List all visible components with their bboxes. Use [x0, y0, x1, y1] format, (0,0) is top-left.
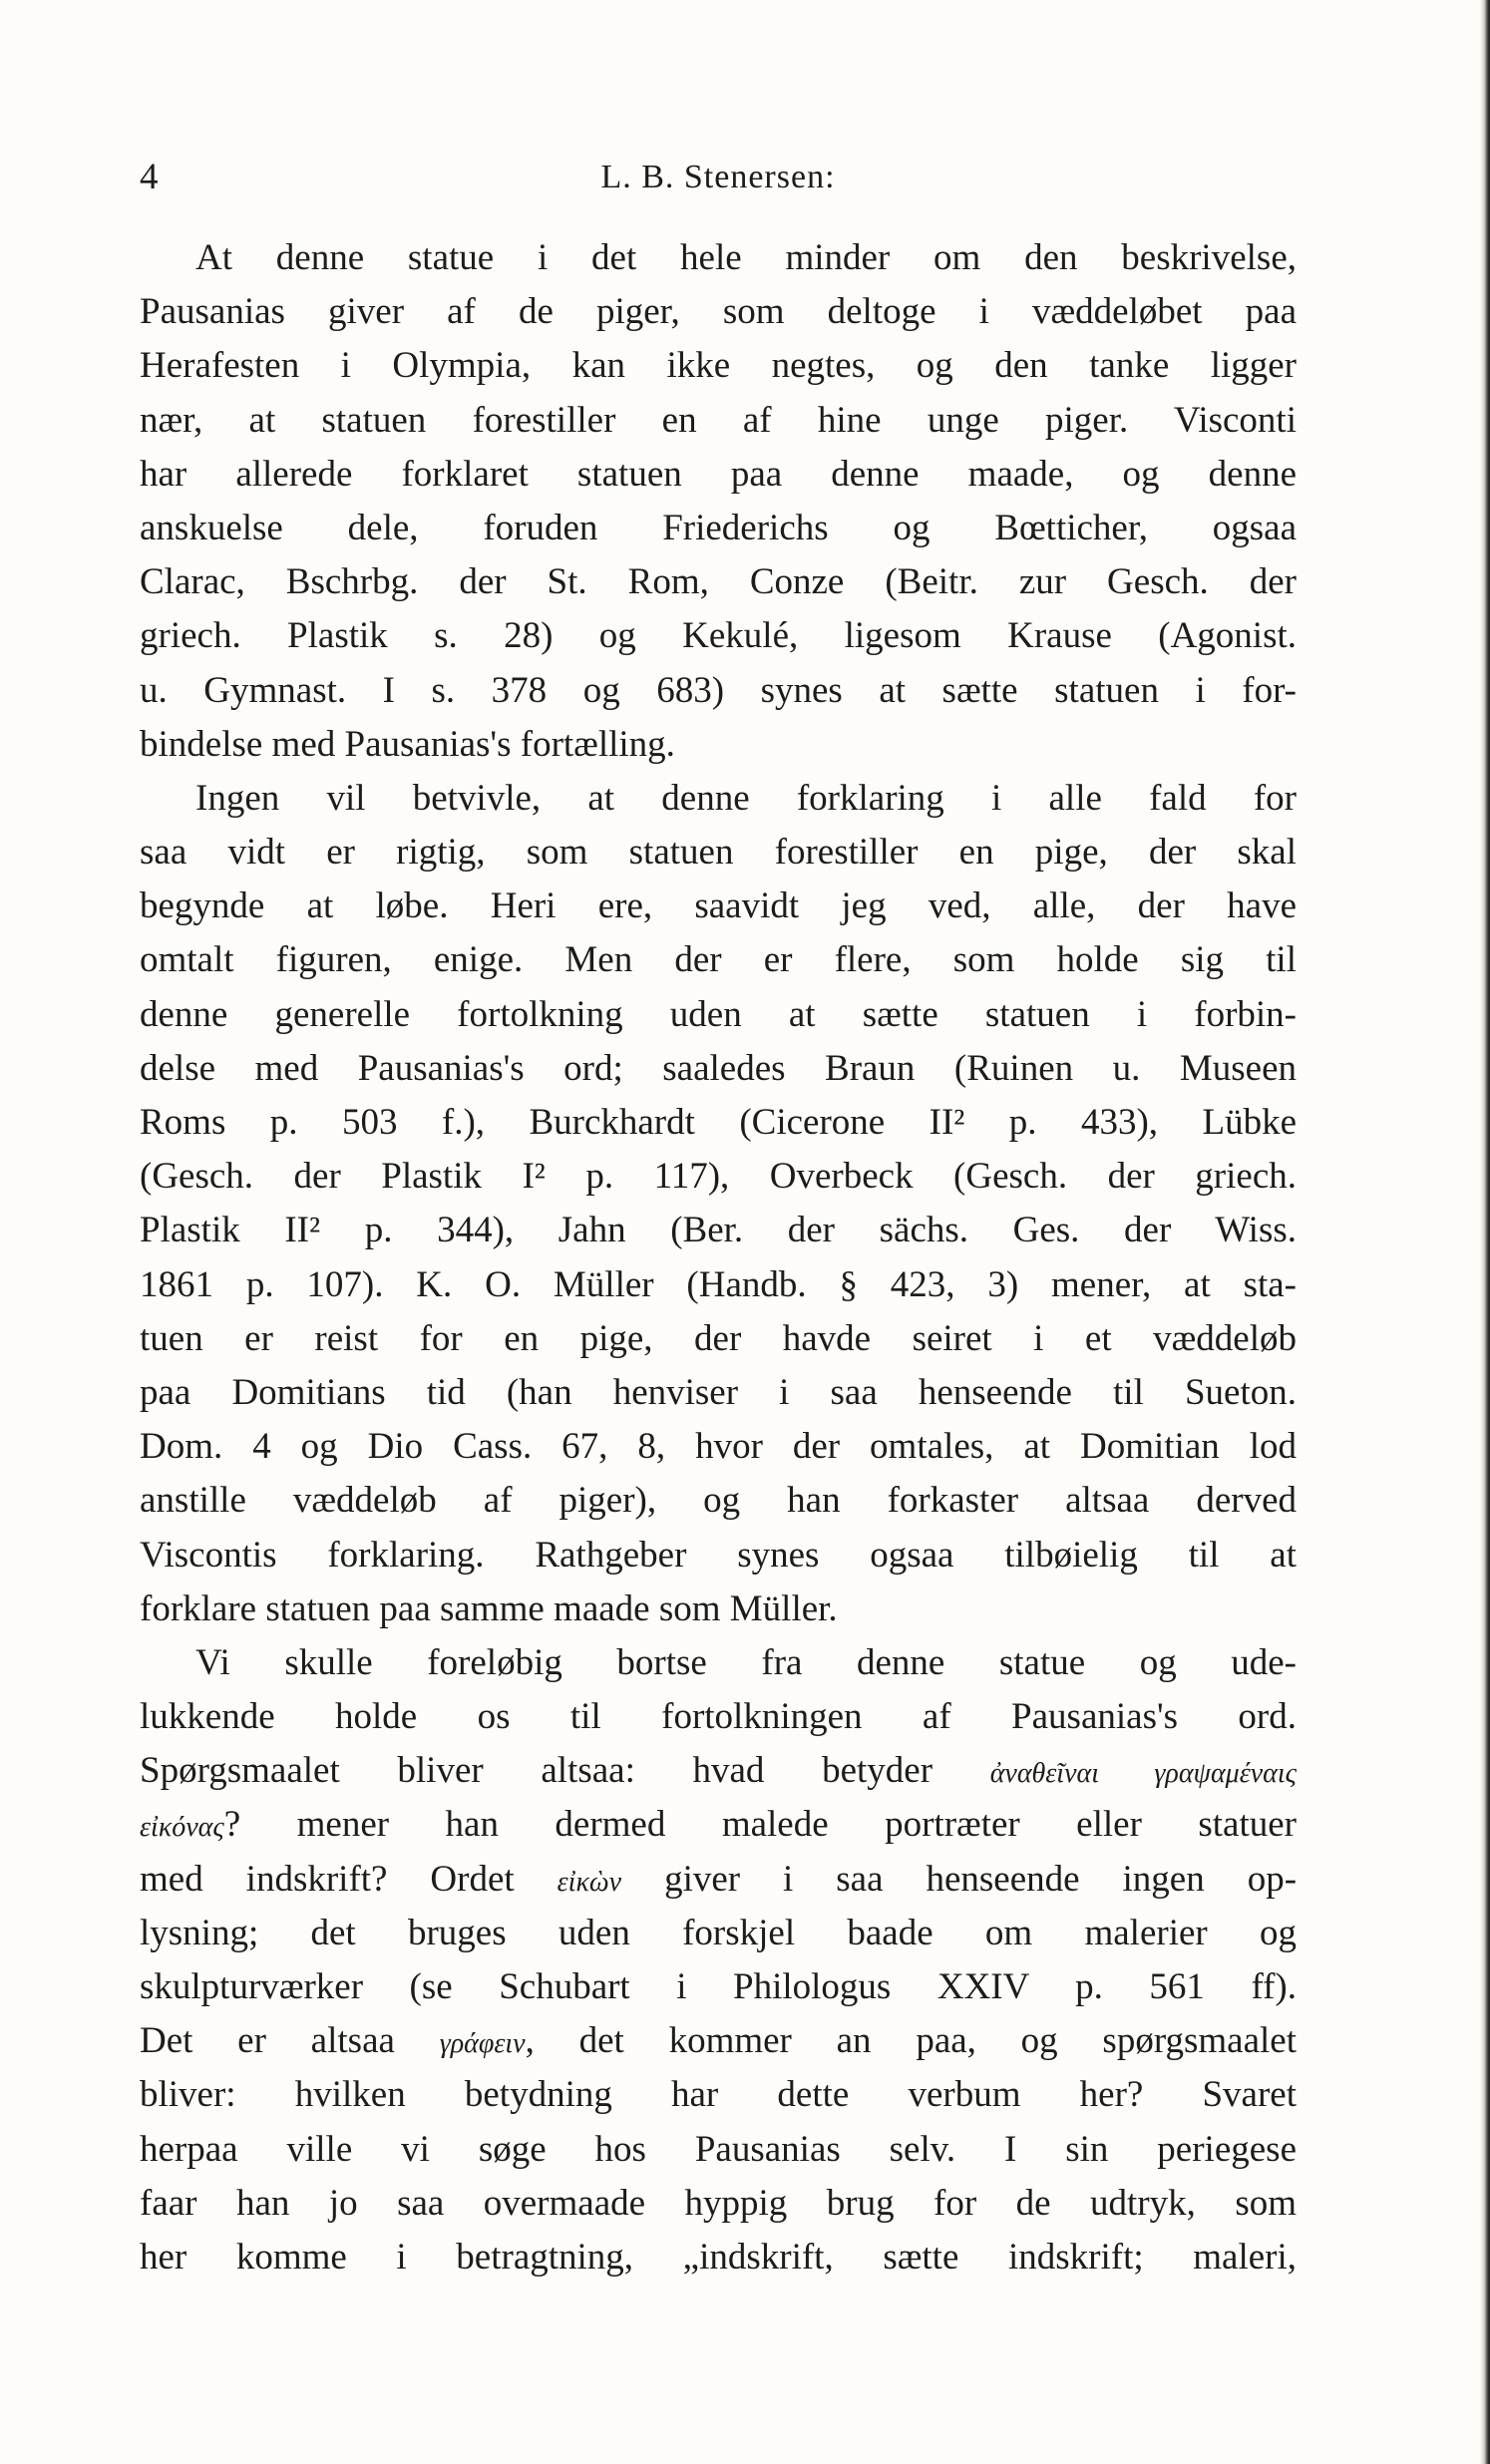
text-line: Herafesten i Olympia, kan ikke negtes, og den tanke ligger — [140, 345, 1297, 387]
text-line: Roms p. 503 f.), Burckhardt (Cicerone II² p. 433), Lübke — [140, 1102, 1297, 1143]
text-line: u. Gymnast. I s. 378 og 683) synes at sætte statuen i for- — [140, 669, 1297, 711]
text-line — [140, 1744, 1297, 1798]
greek-word-eikon: εἰκὼν — [557, 1866, 622, 1898]
body-text — [140, 231, 1297, 2285]
text-line — [140, 1853, 1297, 1907]
greek-word-eikonas: εἰκόνας — [140, 1812, 224, 1844]
text-line: anstille væddeløb af piger), og han forkaster altsaa derved — [140, 1480, 1297, 1522]
text-line: lysning; det bruges uden forskjel baade om malerier og — [140, 1912, 1297, 1953]
text-line: delse med Pausanias's ord; saaledes Braun (Ruinen u. Museen — [140, 1047, 1297, 1089]
text-line: bliver: hvilken betydning har dette verbum her? Svaret — [140, 2074, 1297, 2116]
text-line: Clarac, Bschrbg. der St. Rom, Conze (Beitr. zur Gesch. der — [140, 561, 1297, 603]
line-segment: ? mener han dermed malede portræter eller statuer — [223, 1804, 1297, 1846]
line-segment: Spørgsmaalet bliver altsaa: hvad betyder — [140, 1750, 933, 1792]
page-number: 4 — [140, 157, 159, 197]
text-line: herpaa ville vi søge hos Pausanias selv. I sin periegese — [140, 2128, 1297, 2170]
running-title: L. B. Stenersen: — [600, 159, 836, 195]
text-line: tuen er reist for en pige, der havde seiret i et væddeløb — [140, 1317, 1297, 1359]
text-line: Viscontis forklaring. Rathgeber synes ogsaa tilbøielig til at — [140, 1534, 1297, 1576]
line-segment: giver i saa henseende ingen op- — [664, 1858, 1297, 1900]
text-line: 1861 p. 107). K. O. Müller (Handb. § 423, 3) mener, at sta- — [140, 1263, 1297, 1305]
line-segment: Det er altsaa — [140, 2020, 395, 2062]
text-line: Vi skulle foreløbig bortse fra denne statue og ude- — [195, 1641, 1297, 1683]
greek-phrase: ἀναθεῖναι γραψαμέναις — [989, 1758, 1297, 1790]
text-line: begynde at løbe. Heri ere, saavidt jeg ved, alle, der have — [140, 885, 1297, 927]
text-line: skulpturværker (se Schubart i Philologus XXIV p. 561 ff). — [140, 1966, 1297, 2007]
text-line: paa Domitians tid (han henviser i saa henseende til Sueton. — [140, 1371, 1297, 1413]
text-line: griech. Plastik s. 28) og Kekulé, ligesom Krause (Agonist. — [140, 615, 1297, 657]
line-segment: med indskrift? Ordet — [140, 1858, 515, 1900]
text-line: At denne statue i det hele minder om den beskrivelse, — [195, 237, 1297, 278]
text-line: forklare statuen paa samme maade som Müller. — [140, 1587, 838, 1629]
text-line: nær, at statuen forestiller en af hine unge piger. Visconti — [140, 399, 1297, 441]
text-line: omtalt figuren, enige. Men der er flere, som holde sig til — [140, 939, 1297, 981]
text-line — [140, 2014, 1297, 2068]
page-edge-shadow — [1480, 0, 1490, 2464]
page-header — [140, 150, 1297, 205]
text-line: Ingen vil betvivle, at denne forklaring i alle fald for — [195, 777, 1297, 819]
text-line: Plastik II² p. 344), Jahn (Ber. der sächs. Ges. der Wiss. — [140, 1210, 1297, 1251]
text-line — [140, 1798, 1297, 1852]
text-line: lukkende holde os til fortolkningen af Pausanias's ord. — [140, 1696, 1297, 1738]
text-line: bindelse med Pausanias's fortælling. — [140, 723, 675, 765]
text-line: faar han jo saa overmaade hyppig brug for de udtryk, som — [140, 2182, 1297, 2224]
text-line: har allerede forklaret statuen paa denne maade, og denne — [140, 453, 1297, 495]
text-line: saa vidt er rigtig, som statuen forestiller en pige, der skal — [140, 832, 1297, 874]
text-line: denne generelle fortolkning uden at sætte statuen i forbin- — [140, 993, 1297, 1035]
text-line: Dom. 4 og Dio Cass. 67, 8, hvor der omtales, at Domitian lod — [140, 1426, 1297, 1468]
text-line: anskuelse dele, foruden Friederichs og Bœtticher, ogsaa — [140, 507, 1297, 548]
text-line: (Gesch. der Plastik I² p. 117), Overbeck (Gesch. der griech. — [140, 1156, 1297, 1198]
line-segment: , det kommer an paa, og spørgsmaalet — [525, 2020, 1297, 2062]
text-line: her komme i betragtning, „indskrift, sætte indskrift; maleri, — [140, 2236, 1297, 2278]
text-line: Pausanias giver af de piger, som deltoge i væddeløbet paa — [140, 291, 1297, 333]
greek-word-graphein: γράφειν — [439, 2028, 526, 2060]
